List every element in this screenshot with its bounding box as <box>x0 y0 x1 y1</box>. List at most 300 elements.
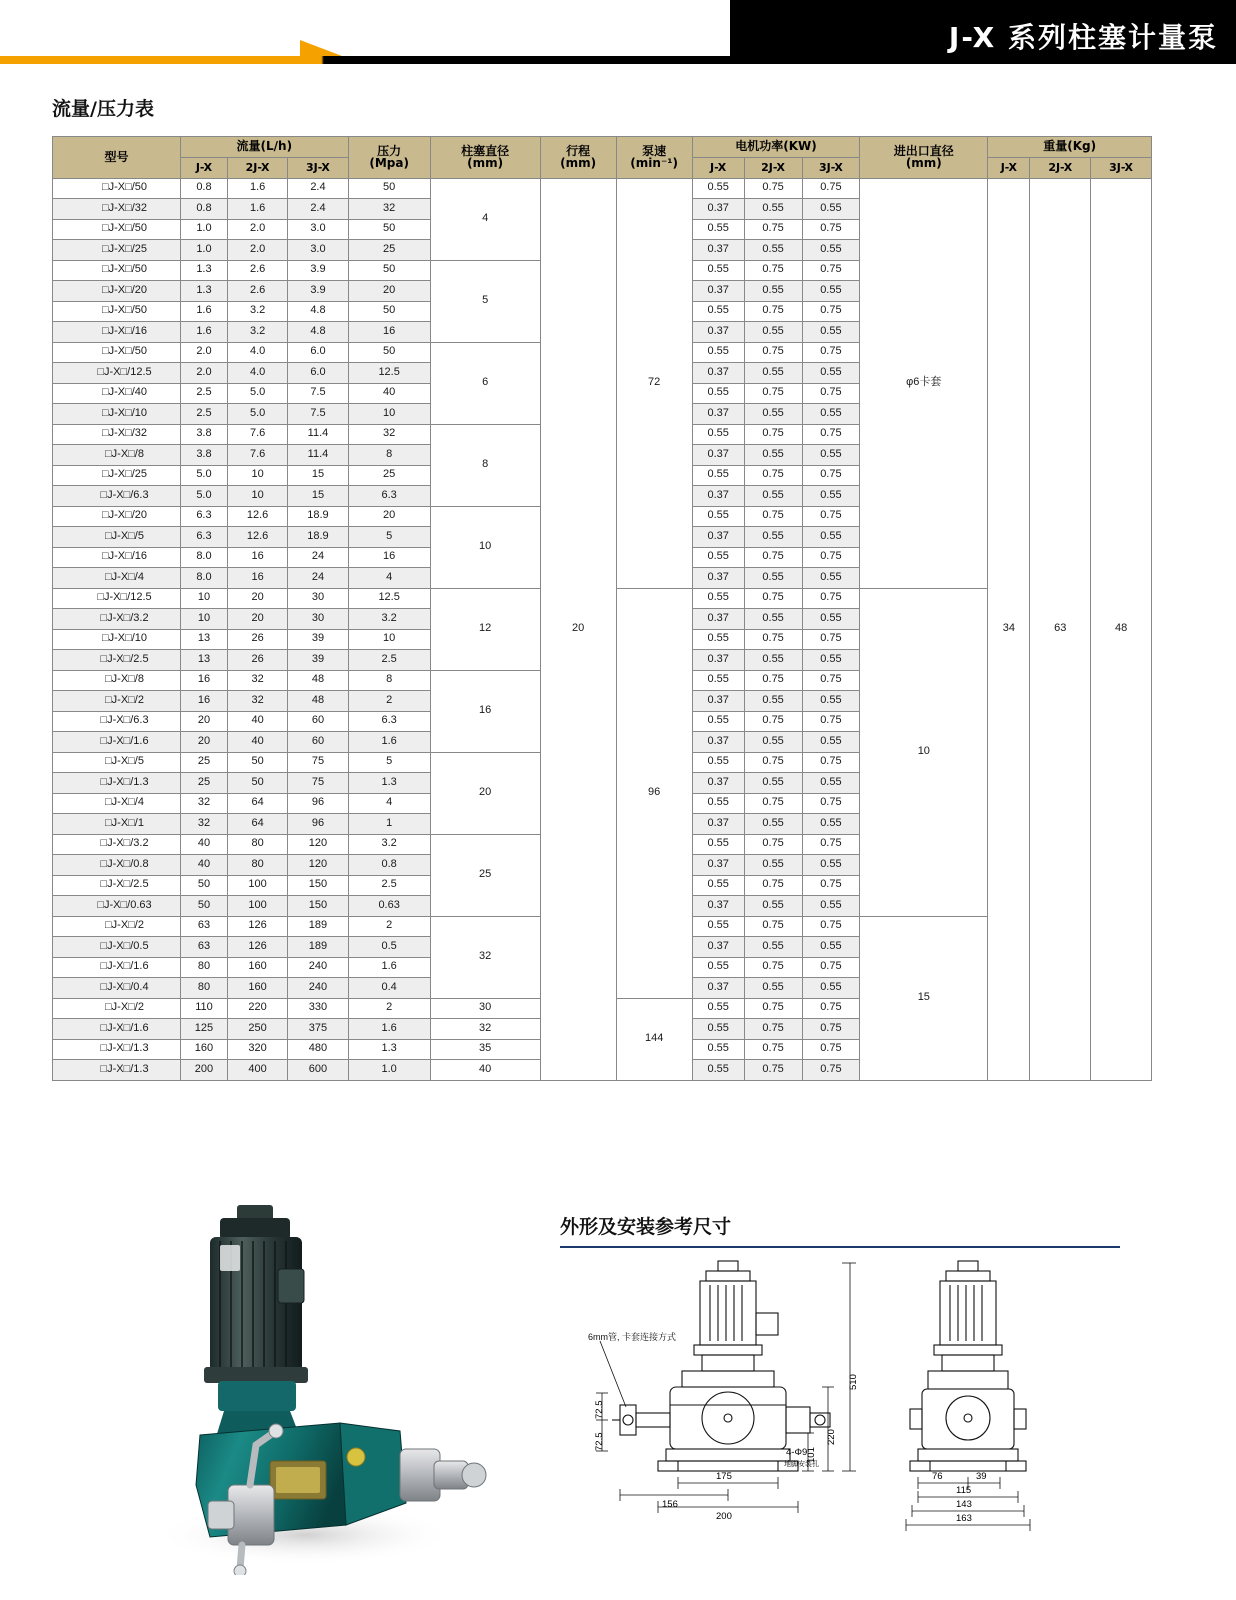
cell-flow-2jx: 12.6 <box>227 527 287 548</box>
dim-72-5-top: 72.5 <box>594 1400 605 1419</box>
cell-motor-jx: 0.55 <box>692 588 744 609</box>
cell-motor-2jx: 0.75 <box>744 916 802 937</box>
cell-flow-2jx: 64 <box>227 814 287 835</box>
cell-model: □J-X□/8 <box>53 670 181 691</box>
cell-flow-2jx: 64 <box>227 793 287 814</box>
cell-pressure: 25 <box>348 240 430 261</box>
cell-flow-2jx: 10 <box>227 486 287 507</box>
cell-pressure: 12.5 <box>348 363 430 384</box>
cell-pressure: 12.5 <box>348 588 430 609</box>
cell-flow-3jx: 15 <box>288 465 348 486</box>
cell-motor-2jx: 0.75 <box>744 1019 802 1040</box>
col-plunger-line1: 柱塞直径 <box>461 143 510 158</box>
cell-model: □J-X□/0.4 <box>53 978 181 999</box>
cell-motor-3jx: 0.75 <box>802 465 860 486</box>
cell-motor-2jx: 0.55 <box>744 691 802 712</box>
col-stroke <box>540 137 616 179</box>
cell-flow-2jx: 100 <box>227 875 287 896</box>
cell-motor-jx: 0.55 <box>692 875 744 896</box>
cell-motor-3jx: 0.75 <box>802 670 860 691</box>
cell-motor-3jx: 0.55 <box>802 609 860 630</box>
cell-flow-2jx: 7.6 <box>227 445 287 466</box>
cell-flow-jx: 160 <box>181 1039 228 1060</box>
cell-model: □J-X□/2 <box>53 916 181 937</box>
cell-flow-3jx: 39 <box>288 629 348 650</box>
side-view-svg <box>900 1255 1130 1555</box>
cell-flow-jx: 63 <box>181 916 228 937</box>
col-motor-3jx: 3J-X <box>802 157 860 178</box>
cell-flow-jx: 110 <box>181 998 228 1019</box>
cell-pump-speed: 144 <box>616 998 692 1080</box>
cell-flow-jx: 16 <box>181 670 228 691</box>
cell-motor-jx: 0.55 <box>692 711 744 732</box>
col-flow-jx: J-X <box>181 157 228 178</box>
col-port-diameter <box>860 137 988 179</box>
cell-port-diameter: 15 <box>860 916 988 1080</box>
cell-motor-2jx: 0.55 <box>744 527 802 548</box>
cell-motor-2jx: 0.55 <box>744 240 802 261</box>
cell-motor-jx: 0.37 <box>692 281 744 302</box>
flow-pressure-table-title: 流量/压力表 <box>52 98 154 120</box>
cell-flow-2jx: 3.2 <box>227 322 287 343</box>
cell-flow-3jx: 150 <box>288 896 348 917</box>
cell-pressure: 25 <box>348 465 430 486</box>
cell-flow-jx: 16 <box>181 691 228 712</box>
cell-flow-3jx: 48 <box>288 691 348 712</box>
cell-motor-3jx: 0.75 <box>802 711 860 732</box>
cell-motor-jx: 0.37 <box>692 240 744 261</box>
cell-motor-jx: 0.55 <box>692 998 744 1019</box>
cell-motor-jx: 0.55 <box>692 793 744 814</box>
cell-motor-3jx: 0.75 <box>802 260 860 281</box>
cell-motor-3jx: 0.75 <box>802 1060 860 1081</box>
cell-model: □J-X□/10 <box>53 629 181 650</box>
cell-flow-2jx: 160 <box>227 978 287 999</box>
cell-flow-3jx: 6.0 <box>288 342 348 363</box>
cell-motor-2jx: 0.75 <box>744 301 802 322</box>
cell-motor-jx: 0.37 <box>692 404 744 425</box>
cell-flow-jx: 50 <box>181 896 228 917</box>
cell-flow-jx: 0.8 <box>181 199 228 220</box>
cell-flow-jx: 125 <box>181 1019 228 1040</box>
cell-motor-jx: 0.55 <box>692 465 744 486</box>
cell-flow-3jx: 60 <box>288 711 348 732</box>
cell-model: □J-X□/5 <box>53 527 181 548</box>
cell-model: □J-X□/1.3 <box>53 1039 181 1060</box>
front-view-drawing <box>560 1255 880 1560</box>
cell-model: □J-X□/12.5 <box>53 588 181 609</box>
cell-motor-jx: 0.37 <box>692 199 744 220</box>
cell-motor-2jx: 0.55 <box>744 896 802 917</box>
cell-motor-3jx: 0.75 <box>802 383 860 404</box>
cell-flow-2jx: 160 <box>227 957 287 978</box>
cell-flow-2jx: 32 <box>227 670 287 691</box>
cell-pressure: 8 <box>348 445 430 466</box>
cell-flow-jx: 1.3 <box>181 260 228 281</box>
cell-motor-2jx: 0.75 <box>744 1060 802 1081</box>
cell-model: □J-X□/16 <box>53 547 181 568</box>
cell-motor-jx: 0.55 <box>692 301 744 322</box>
cell-motor-3jx: 0.75 <box>802 752 860 773</box>
cell-motor-3jx: 0.75 <box>802 342 860 363</box>
cell-pressure: 0.63 <box>348 896 430 917</box>
cell-model: □J-X□/40 <box>53 383 181 404</box>
cell-flow-jx: 2.0 <box>181 363 228 384</box>
cell-plunger-diameter: 32 <box>430 1019 540 1040</box>
cell-motor-2jx: 0.75 <box>744 342 802 363</box>
cell-flow-jx: 1.3 <box>181 281 228 302</box>
cell-motor-2jx: 0.55 <box>744 199 802 220</box>
cell-motor-jx: 0.55 <box>692 916 744 937</box>
cell-flow-3jx: 96 <box>288 793 348 814</box>
cell-pressure: 0.8 <box>348 855 430 876</box>
cell-plunger-diameter: 12 <box>430 588 540 670</box>
cell-motor-2jx: 0.55 <box>744 281 802 302</box>
cell-motor-jx: 0.55 <box>692 547 744 568</box>
cell-motor-2jx: 0.55 <box>744 568 802 589</box>
cell-flow-jx: 50 <box>181 875 228 896</box>
col-weight-jx: J-X <box>988 157 1030 178</box>
cell-model: □J-X□/12.5 <box>53 363 181 384</box>
cell-motor-2jx: 0.75 <box>744 875 802 896</box>
cell-model: □J-X□/20 <box>53 281 181 302</box>
cell-flow-jx: 13 <box>181 650 228 671</box>
cell-flow-3jx: 330 <box>288 998 348 1019</box>
col-weight: 重量(Kg) <box>988 137 1152 158</box>
cell-flow-jx: 32 <box>181 814 228 835</box>
cell-pressure: 2.5 <box>348 650 430 671</box>
specification-table <box>52 136 1152 1081</box>
dim-510: 510 <box>848 1374 859 1390</box>
cell-motor-3jx: 0.75 <box>802 1039 860 1060</box>
cell-flow-2jx: 26 <box>227 650 287 671</box>
cell-motor-3jx: 0.55 <box>802 240 860 261</box>
cell-flow-3jx: 120 <box>288 834 348 855</box>
cell-model: □J-X□/50 <box>53 260 181 281</box>
cell-plunger-diameter: 6 <box>430 342 540 424</box>
page-header <box>0 0 1236 76</box>
cell-motor-2jx: 0.75 <box>744 588 802 609</box>
cell-flow-jx: 1.6 <box>181 322 228 343</box>
cell-motor-jx: 0.37 <box>692 568 744 589</box>
cell-flow-3jx: 24 <box>288 568 348 589</box>
page-title: J-X 系列柱塞计量泵 <box>948 21 1218 54</box>
cell-plunger-diameter: 30 <box>430 998 540 1019</box>
cell-pressure: 40 <box>348 383 430 404</box>
cell-pressure: 2 <box>348 691 430 712</box>
cell-plunger-diameter: 20 <box>430 752 540 834</box>
cell-pressure: 1.3 <box>348 1039 430 1060</box>
cell-plunger-diameter: 8 <box>430 424 540 506</box>
cell-motor-3jx: 0.55 <box>802 937 860 958</box>
hole-note-label: 地脚安装孔 <box>784 1461 819 1468</box>
dim-39: 39 <box>976 1471 987 1482</box>
cell-pressure: 16 <box>348 322 430 343</box>
cell-flow-jx: 80 <box>181 957 228 978</box>
cell-motor-jx: 0.37 <box>692 896 744 917</box>
cell-model: □J-X□/6.3 <box>53 486 181 507</box>
cell-motor-2jx: 0.75 <box>744 670 802 691</box>
cell-flow-2jx: 16 <box>227 547 287 568</box>
cell-flow-2jx: 2.0 <box>227 240 287 261</box>
cell-flow-jx: 2.5 <box>181 383 228 404</box>
cell-flow-jx: 1.6 <box>181 301 228 322</box>
cell-motor-jx: 0.37 <box>692 363 744 384</box>
cell-flow-2jx: 20 <box>227 609 287 630</box>
cell-model: □J-X□/6.3 <box>53 711 181 732</box>
cell-flow-2jx: 126 <box>227 937 287 958</box>
cell-motor-3jx: 0.55 <box>802 732 860 753</box>
cell-flow-2jx: 2.6 <box>227 281 287 302</box>
cell-motor-2jx: 0.75 <box>744 465 802 486</box>
table-body <box>53 178 1152 1080</box>
col-motor-power: 电机功率(KW) <box>692 137 860 158</box>
col-port-line2: (mm) <box>905 156 942 171</box>
cell-flow-jx: 40 <box>181 855 228 876</box>
cell-motor-3jx: 0.55 <box>802 404 860 425</box>
col-speed-line2: (min⁻¹) <box>630 156 679 171</box>
cell-flow-jx: 2.5 <box>181 404 228 425</box>
dim-76: 76 <box>932 1471 943 1482</box>
cell-model: □J-X□/50 <box>53 301 181 322</box>
cell-flow-jx: 40 <box>181 834 228 855</box>
cell-plunger-diameter: 32 <box>430 916 540 998</box>
cell-pressure: 2 <box>348 916 430 937</box>
cell-motor-2jx: 0.75 <box>744 834 802 855</box>
cell-model: □J-X□/2 <box>53 998 181 1019</box>
cell-pressure: 32 <box>348 199 430 220</box>
cell-motor-jx: 0.37 <box>692 937 744 958</box>
cell-plunger-diameter: 25 <box>430 834 540 916</box>
cell-flow-3jx: 189 <box>288 937 348 958</box>
table-header-row-1 <box>53 137 1152 158</box>
cell-flow-2jx: 220 <box>227 998 287 1019</box>
cell-model: □J-X□/2.5 <box>53 875 181 896</box>
cell-flow-2jx: 320 <box>227 1039 287 1060</box>
cell-motor-3jx: 0.55 <box>802 322 860 343</box>
cell-flow-2jx: 4.0 <box>227 342 287 363</box>
cell-motor-3jx: 0.55 <box>802 568 860 589</box>
cell-motor-jx: 0.55 <box>692 670 744 691</box>
cell-pressure: 50 <box>348 219 430 240</box>
col-pressure-line1: 压力 <box>377 143 402 158</box>
cell-flow-3jx: 240 <box>288 978 348 999</box>
cell-flow-3jx: 375 <box>288 1019 348 1040</box>
cell-motor-3jx: 0.75 <box>802 875 860 896</box>
cell-pressure: 20 <box>348 281 430 302</box>
dimension-section-title: 外形及安装参考尺寸 <box>560 1216 732 1238</box>
cell-motor-3jx: 0.75 <box>802 793 860 814</box>
cell-model: □J-X□/1 <box>53 814 181 835</box>
col-stroke-line2: (mm) <box>560 156 597 171</box>
cell-motor-3jx: 0.75 <box>802 957 860 978</box>
cell-pressure: 10 <box>348 629 430 650</box>
cell-motor-jx: 0.37 <box>692 978 744 999</box>
cell-motor-3jx: 0.75 <box>802 424 860 445</box>
cell-flow-3jx: 30 <box>288 609 348 630</box>
cell-motor-2jx: 0.55 <box>744 773 802 794</box>
cell-pressure: 50 <box>348 342 430 363</box>
cell-flow-3jx: 240 <box>288 957 348 978</box>
cell-flow-3jx: 11.4 <box>288 445 348 466</box>
cell-flow-2jx: 5.0 <box>227 383 287 404</box>
cell-flow-3jx: 480 <box>288 1039 348 1060</box>
dim-163: 163 <box>956 1513 972 1524</box>
cell-pressure: 10 <box>348 404 430 425</box>
cell-flow-2jx: 3.2 <box>227 301 287 322</box>
cell-motor-jx: 0.55 <box>692 383 744 404</box>
dimension-title-rule <box>560 1246 1120 1248</box>
cell-pressure: 1 <box>348 814 430 835</box>
cell-flow-jx: 6.3 <box>181 506 228 527</box>
cell-pressure: 1.0 <box>348 1060 430 1081</box>
pipe-connection-note: 6mm管, 卡套连接方式 <box>588 1332 677 1342</box>
cell-motor-jx: 0.37 <box>692 486 744 507</box>
cell-weight-jx: 34 <box>988 178 1030 1080</box>
cell-model: □J-X□/32 <box>53 424 181 445</box>
cell-motor-jx: 0.55 <box>692 1060 744 1081</box>
cell-flow-jx: 80 <box>181 978 228 999</box>
cell-pressure: 3.2 <box>348 609 430 630</box>
cell-model: □J-X□/1.6 <box>53 732 181 753</box>
cell-flow-3jx: 30 <box>288 588 348 609</box>
cell-flow-3jx: 6.0 <box>288 363 348 384</box>
cell-model: □J-X□/2.5 <box>53 650 181 671</box>
col-pump-speed <box>616 137 692 179</box>
cell-motor-jx: 0.55 <box>692 1039 744 1060</box>
side-view-drawing <box>900 1255 1130 1560</box>
cell-motor-2jx: 0.75 <box>744 793 802 814</box>
cell-pressure: 16 <box>348 547 430 568</box>
cell-pump-speed: 72 <box>616 178 692 588</box>
cell-motor-jx: 0.37 <box>692 322 744 343</box>
cell-motor-2jx: 0.75 <box>744 629 802 650</box>
table-head <box>53 137 1152 179</box>
cell-motor-2jx: 0.75 <box>744 219 802 240</box>
cell-pressure: 5 <box>348 527 430 548</box>
cell-model: □J-X□/1.6 <box>53 957 181 978</box>
cell-motor-jx: 0.37 <box>692 650 744 671</box>
cell-flow-2jx: 40 <box>227 732 287 753</box>
dim-115: 115 <box>956 1485 972 1496</box>
cell-flow-2jx: 400 <box>227 1060 287 1081</box>
cell-flow-jx: 200 <box>181 1060 228 1081</box>
cell-model: □J-X□/10 <box>53 404 181 425</box>
dim-143: 143 <box>956 1499 972 1510</box>
cell-pressure: 50 <box>348 178 430 199</box>
cell-pressure: 50 <box>348 301 430 322</box>
cell-flow-jx: 5.0 <box>181 465 228 486</box>
cell-model: □J-X□/16 <box>53 322 181 343</box>
cell-motor-2jx: 0.55 <box>744 609 802 630</box>
dim-175: 175 <box>716 1471 732 1482</box>
cell-motor-jx: 0.55 <box>692 260 744 281</box>
cell-model: □J-X□/8 <box>53 445 181 466</box>
cell-motor-3jx: 0.75 <box>802 834 860 855</box>
cell-model: □J-X□/1.6 <box>53 1019 181 1040</box>
cell-flow-3jx: 7.5 <box>288 404 348 425</box>
cell-weight-2jx: 63 <box>1030 178 1091 1080</box>
cell-flow-jx: 2.0 <box>181 342 228 363</box>
cell-motor-jx: 0.55 <box>692 752 744 773</box>
cell-motor-2jx: 0.75 <box>744 1039 802 1060</box>
cell-model: □J-X□/1.3 <box>53 1060 181 1081</box>
cell-pressure: 50 <box>348 260 430 281</box>
cell-flow-3jx: 18.9 <box>288 527 348 548</box>
cell-motor-3jx: 0.55 <box>802 281 860 302</box>
cell-flow-2jx: 12.6 <box>227 506 287 527</box>
cell-pressure: 3.2 <box>348 834 430 855</box>
cell-motor-3jx: 0.75 <box>802 1019 860 1040</box>
cell-motor-2jx: 0.55 <box>744 855 802 876</box>
cell-pressure: 8 <box>348 670 430 691</box>
cell-flow-2jx: 2.0 <box>227 219 287 240</box>
cell-flow-2jx: 100 <box>227 896 287 917</box>
col-plunger-diameter <box>430 137 540 179</box>
cell-motor-2jx: 0.55 <box>744 486 802 507</box>
cell-motor-3jx: 0.55 <box>802 814 860 835</box>
cell-motor-3jx: 0.75 <box>802 301 860 322</box>
cell-flow-3jx: 3.9 <box>288 260 348 281</box>
cell-stroke: 20 <box>540 178 616 1080</box>
cell-motor-3jx: 0.75 <box>802 998 860 1019</box>
cell-port-diameter: 10 <box>860 588 988 916</box>
cell-flow-3jx: 75 <box>288 773 348 794</box>
cell-flow-3jx: 18.9 <box>288 506 348 527</box>
cell-motor-2jx: 0.55 <box>744 322 802 343</box>
cell-motor-jx: 0.55 <box>692 219 744 240</box>
cell-motor-jx: 0.37 <box>692 855 744 876</box>
col-port-line1: 进出口直径 <box>893 143 954 158</box>
cell-flow-jx: 0.8 <box>181 178 228 199</box>
cell-motor-3jx: 0.75 <box>802 219 860 240</box>
cell-flow-2jx: 2.6 <box>227 260 287 281</box>
cell-flow-3jx: 150 <box>288 875 348 896</box>
cell-weight-3jx: 48 <box>1091 178 1152 1080</box>
cell-pressure: 0.4 <box>348 978 430 999</box>
cell-motor-2jx: 0.75 <box>744 424 802 445</box>
cell-flow-2jx: 4.0 <box>227 363 287 384</box>
cell-flow-3jx: 24 <box>288 547 348 568</box>
cell-model: □J-X□/50 <box>53 342 181 363</box>
cell-motor-3jx: 0.55 <box>802 978 860 999</box>
cell-motor-3jx: 0.55 <box>802 650 860 671</box>
cell-motor-2jx: 0.55 <box>744 650 802 671</box>
cell-motor-2jx: 0.55 <box>744 445 802 466</box>
col-motor-2jx: 2J-X <box>744 157 802 178</box>
cell-model: □J-X□/50 <box>53 219 181 240</box>
dim-200: 200 <box>716 1511 732 1522</box>
dim-220: 220 <box>826 1429 837 1445</box>
cell-model: □J-X□/4 <box>53 793 181 814</box>
cell-motor-jx: 0.37 <box>692 814 744 835</box>
hole-spec-label: 4-Φ9 <box>786 1447 808 1458</box>
cell-flow-2jx: 126 <box>227 916 287 937</box>
cell-model: □J-X□/20 <box>53 506 181 527</box>
cell-flow-jx: 32 <box>181 793 228 814</box>
cell-motor-jx: 0.55 <box>692 1019 744 1040</box>
cell-motor-3jx: 0.75 <box>802 588 860 609</box>
cell-plunger-diameter: 10 <box>430 506 540 588</box>
cell-flow-2jx: 26 <box>227 629 287 650</box>
cell-flow-2jx: 50 <box>227 773 287 794</box>
cell-flow-jx: 6.3 <box>181 527 228 548</box>
cell-motor-3jx: 0.55 <box>802 199 860 220</box>
cell-motor-3jx: 0.55 <box>802 855 860 876</box>
cell-flow-jx: 5.0 <box>181 486 228 507</box>
cell-motor-jx: 0.37 <box>692 609 744 630</box>
cell-pump-speed: 96 <box>616 588 692 998</box>
